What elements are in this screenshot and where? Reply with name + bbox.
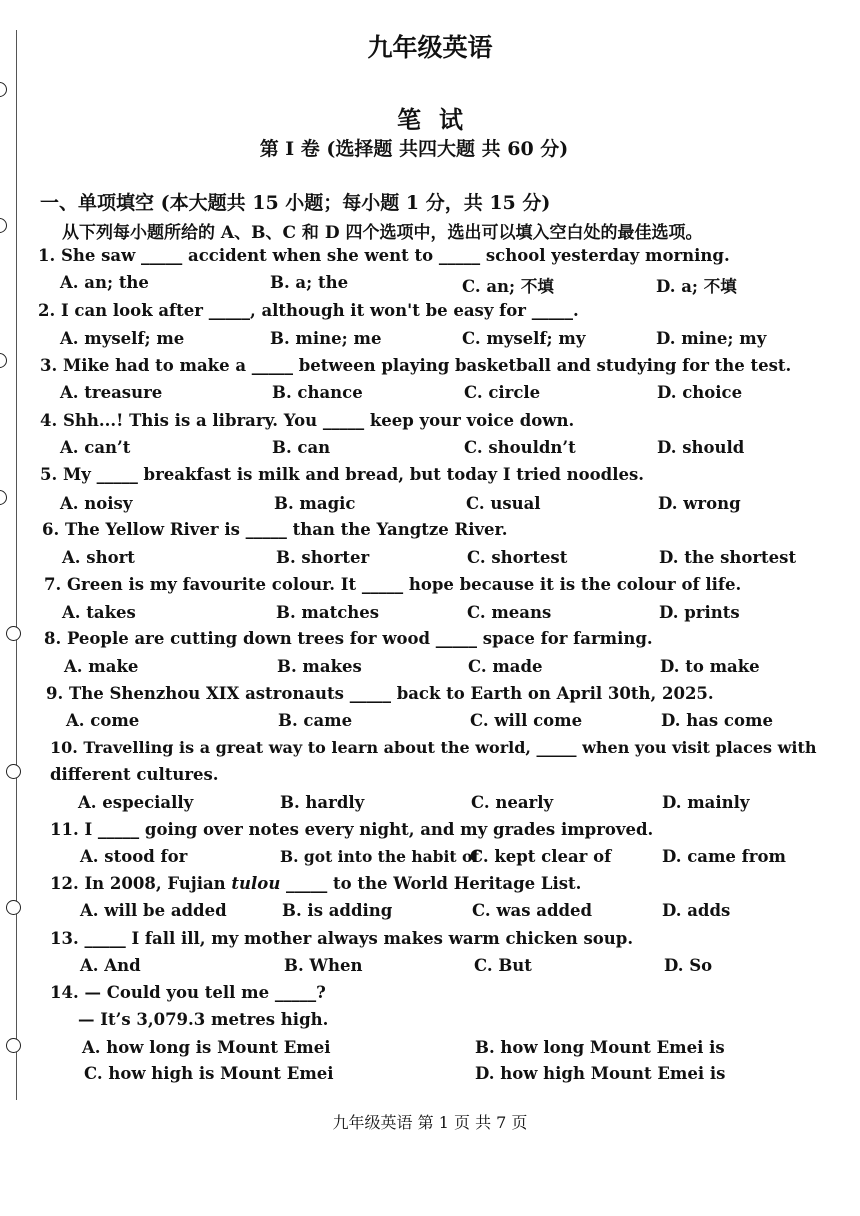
- binding-hole: [0, 82, 7, 97]
- q3-option-d: D. choice: [657, 383, 743, 402]
- q4-option-b: B. can: [272, 438, 331, 457]
- q8-option-d: D. to make: [660, 657, 760, 676]
- q2-option-a: A. myself; me: [60, 329, 185, 348]
- question-4: 4. Shh...! This is a library. You _____ keep your voice down.: [40, 411, 575, 430]
- q5-option-d: D. wrong: [658, 494, 741, 513]
- q6-option-c: C. shortest: [467, 548, 568, 567]
- q12-stem-end: _____ to the World Heritage List.: [280, 874, 582, 893]
- q1-option-b: B. a; the: [270, 273, 349, 292]
- question-1: 1. She saw _____ accident when she went to _____ school yesterday morning.: [38, 246, 730, 265]
- section-heading: 一、单项填空 (本大题共 15 小题；每小题 1 分，共 15 分): [40, 192, 551, 214]
- question-2: 2. I can look after _____, although it won't be easy for _____.: [38, 301, 579, 320]
- question-9: 9. The Shenzhou XIX astronauts _____ back to Earth on April 30th, 2025.: [46, 684, 714, 703]
- question-14: 14. — Could you tell me _____?: [50, 983, 326, 1002]
- q9-option-b: B. came: [278, 711, 353, 730]
- question-10-cont: different cultures.: [50, 765, 219, 784]
- q1-option-d: D. a; 不填: [656, 277, 737, 296]
- q5-option-b: B. magic: [274, 494, 356, 513]
- binding-hole: [6, 900, 21, 915]
- binding-hole: [0, 218, 7, 233]
- q7-option-b: B. matches: [276, 603, 380, 622]
- paper-info: 第 I 卷 (选择题 共四大题 共 60 分): [259, 138, 569, 160]
- q3-option-c: C. circle: [464, 383, 541, 402]
- q14-option-b: B. how long Mount Emei is: [475, 1038, 725, 1057]
- page-title: 九年级英语: [367, 33, 493, 62]
- q12-option-d: D. adds: [662, 901, 731, 920]
- q12-option-b: B. is adding: [282, 901, 393, 920]
- q11-option-b: B. got into the habit of: [280, 847, 479, 866]
- q12-option-c: C. was added: [472, 901, 593, 920]
- q11-option-c: C. kept clear of: [470, 847, 612, 866]
- q7-option-a: A. takes: [62, 603, 136, 622]
- q5-option-a: A. noisy: [60, 494, 133, 513]
- q4-option-a: A. can’t: [60, 438, 131, 457]
- q2-option-b: B. mine; me: [270, 329, 382, 348]
- q6-option-d: D. the shortest: [659, 548, 797, 567]
- q7-option-d: D. prints: [659, 603, 740, 622]
- question-13: 13. _____ I fall ill, my mother always makes warm chicken soup.: [50, 929, 634, 948]
- q14-option-d: D. how high Mount Emei is: [475, 1064, 726, 1083]
- question-7: 7. Green is my favourite colour. It _____ hope because it is the colour of life.: [44, 575, 742, 594]
- q11-option-a: A. stood for: [80, 847, 188, 866]
- q8-option-a: A. make: [64, 657, 139, 676]
- binding-hole: [0, 353, 7, 368]
- q13-option-b: B. When: [284, 956, 363, 975]
- binding-hole: [6, 1038, 21, 1053]
- q12-stem-start: 12. In 2008, Fujian: [50, 874, 232, 893]
- question-5: 5. My _____ breakfast is milk and bread, but today I tried noodles.: [40, 465, 644, 484]
- binding-hole: [6, 764, 21, 779]
- q3-option-a: A. treasure: [60, 383, 163, 402]
- q10-option-c: C. nearly: [471, 793, 554, 812]
- q6-option-b: B. shorter: [276, 548, 370, 567]
- q10-option-d: D. mainly: [662, 793, 750, 812]
- q1-option-c: C. an; 不填: [462, 277, 554, 296]
- q12-option-a: A. will be added: [80, 901, 227, 920]
- q10-option-a: A. especially: [78, 793, 194, 812]
- page-footer: 九年级英语 第 1 页 共 7 页: [332, 1113, 528, 1132]
- q9-option-d: D. has come: [661, 711, 773, 730]
- q10-option-b: B. hardly: [280, 793, 365, 812]
- binding-hole: [0, 490, 7, 505]
- q13-option-a: A. And: [80, 956, 141, 975]
- question-12: [50, 874, 581, 893]
- binding-hole: [6, 626, 21, 641]
- q8-option-c: C. made: [468, 657, 543, 676]
- q13-option-c: C. But: [474, 956, 532, 975]
- question-14-reply: — It’s 3,079.3 metres high.: [78, 1010, 329, 1029]
- question-3: 3. Mike had to make a _____ between playing basketball and studying for the test.: [40, 356, 792, 375]
- q8-option-b: B. makes: [277, 657, 362, 676]
- q14-option-a: A. how long is Mount Emei: [82, 1038, 331, 1057]
- q7-option-c: C. means: [467, 603, 552, 622]
- section-instructions: 从下列每小题所给的 A、B、C 和 D 四个选项中，选出可以填入空白处的最佳选项。: [62, 223, 703, 243]
- exam-part-title: 笔试: [397, 105, 481, 134]
- question-10: 10. Travelling is a great way to learn about the world, _____ when you visit places with: [50, 738, 817, 757]
- q3-option-b: B. chance: [272, 383, 363, 402]
- question-8: 8. People are cutting down trees for wood _____ space for farming.: [44, 629, 653, 648]
- q6-option-a: A. short: [62, 548, 135, 567]
- q5-option-c: C. usual: [466, 494, 541, 513]
- question-11: 11. I _____ going over notes every night, and my grades improved.: [50, 820, 654, 839]
- q1-option-a: A. an; the: [60, 273, 149, 292]
- q4-option-d: D. should: [657, 438, 745, 457]
- q9-option-a: A. come: [66, 711, 140, 730]
- q9-option-c: C. will come: [470, 711, 583, 730]
- q2-option-d: D. mine; my: [656, 329, 767, 348]
- q4-option-c: C. shouldn’t: [464, 438, 576, 457]
- q13-option-d: D. So: [664, 956, 713, 975]
- q2-option-c: C. myself; my: [462, 329, 586, 348]
- binding-line: [16, 30, 17, 1100]
- q12-stem-italic: tulou: [231, 874, 281, 893]
- q14-option-c: C. how high is Mount Emei: [84, 1064, 334, 1083]
- q11-option-d: D. came from: [662, 847, 786, 866]
- question-6: 6. The Yellow River is _____ than the Yangtze River.: [42, 520, 508, 539]
